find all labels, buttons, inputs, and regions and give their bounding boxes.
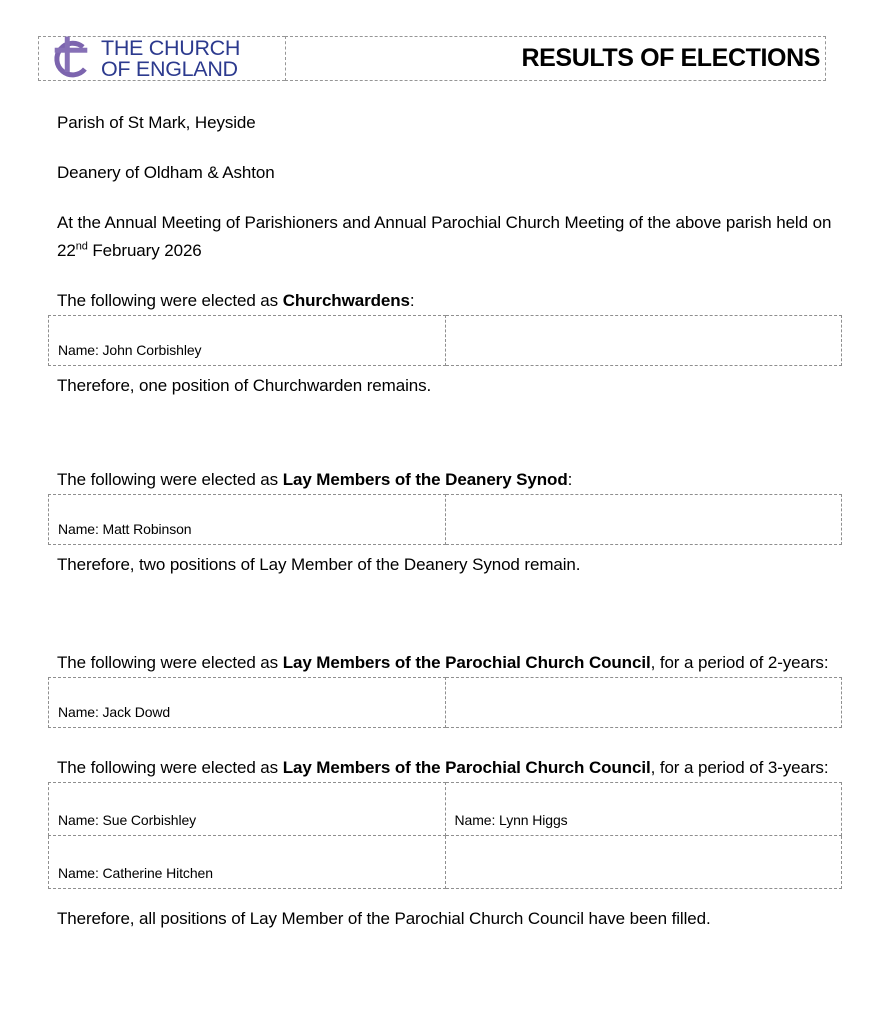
- logo-line-2: OF ENGLAND: [101, 56, 238, 81]
- deanery-synod-table: [48, 494, 842, 545]
- logo-box: [38, 36, 285, 81]
- heading-bold: Lay Members of the Parochial Church Council: [282, 758, 651, 777]
- table-row: [49, 495, 842, 545]
- name-cell[interactable]: Name: John Corbishley: [49, 316, 446, 366]
- title-box: [285, 36, 826, 81]
- heading-post: :: [409, 291, 415, 310]
- name-cell[interactable]: Name: Matt Robinson: [49, 495, 446, 545]
- page-title: RESULTS OF ELECTIONS: [521, 44, 820, 72]
- heading-bold: Lay Members of the Deanery Synod: [282, 470, 568, 489]
- empty-name-cell[interactable]: [445, 495, 842, 545]
- name-cell[interactable]: Name: Catherine Hitchen: [49, 836, 446, 889]
- section-heading-deanery-synod: [48, 466, 833, 494]
- empty-name-cell[interactable]: [445, 836, 842, 889]
- heading-post: :: [567, 470, 573, 489]
- parish-line: Parish of St Mark, Heyside: [57, 113, 256, 132]
- logo-wordmark: [101, 35, 241, 81]
- heading-post: , for a period of 2-years:: [650, 653, 829, 672]
- table-row: [49, 783, 842, 836]
- section-heading-pcc-3-years: [48, 754, 833, 782]
- section-heading-pcc-2-years: [48, 649, 833, 677]
- empty-name-cell[interactable]: [445, 316, 842, 366]
- empty-name-cell[interactable]: [445, 678, 842, 728]
- logo-line-1: THE CHURCH: [101, 35, 241, 60]
- pcc-3-years-table: [48, 782, 842, 889]
- heading-pre: The following were elected as: [57, 470, 283, 489]
- table-row: [49, 316, 842, 366]
- name-cell[interactable]: Name: Sue Corbishley: [49, 783, 446, 836]
- meeting-paragraph: [48, 209, 833, 265]
- ordinal-superscript: nd: [75, 240, 88, 253]
- heading-pre: The following were elected as: [57, 653, 283, 672]
- section-gap: [48, 422, 842, 466]
- pcc-2-years-table: [48, 677, 842, 728]
- pcc-note: Therefore, all positions of Lay Member of the Parochial Church Council have been filled.: [57, 909, 711, 928]
- churchwardens-note: Therefore, one position of Churchwarden remains.: [57, 376, 432, 395]
- document-header: [38, 36, 826, 81]
- church-of-england-logo: [48, 34, 240, 84]
- deanery-line: Deanery of Oldham & Ashton: [57, 163, 275, 182]
- churchwardens-table: [48, 315, 842, 366]
- section-gap: [48, 601, 842, 649]
- heading-bold: Lay Members of the Parochial Church Council: [282, 653, 651, 672]
- table-row: [49, 836, 842, 889]
- section-gap: [48, 728, 842, 754]
- heading-pre: The following were elected as: [57, 758, 283, 777]
- meeting-text-pre: At the Annual Meeting of Parishioners and Annual Parochial Church Meeting of the above parish held on 22: [57, 213, 832, 260]
- deanery-synod-note: Therefore, two positions of Lay Member of the Deanery Synod remain.: [57, 555, 581, 574]
- name-cell[interactable]: Name: Jack Dowd: [49, 678, 446, 728]
- church-of-england-cross-icon: [48, 36, 94, 84]
- heading-bold: Churchwardens: [282, 291, 410, 310]
- table-row: [49, 678, 842, 728]
- heading-post: , for a period of 3-years:: [650, 758, 829, 777]
- name-cell[interactable]: Name: Lynn Higgs: [445, 783, 842, 836]
- section-heading-churchwardens: [48, 287, 833, 315]
- meeting-text-post: February 2026: [87, 241, 202, 260]
- heading-pre: The following were elected as: [57, 291, 283, 310]
